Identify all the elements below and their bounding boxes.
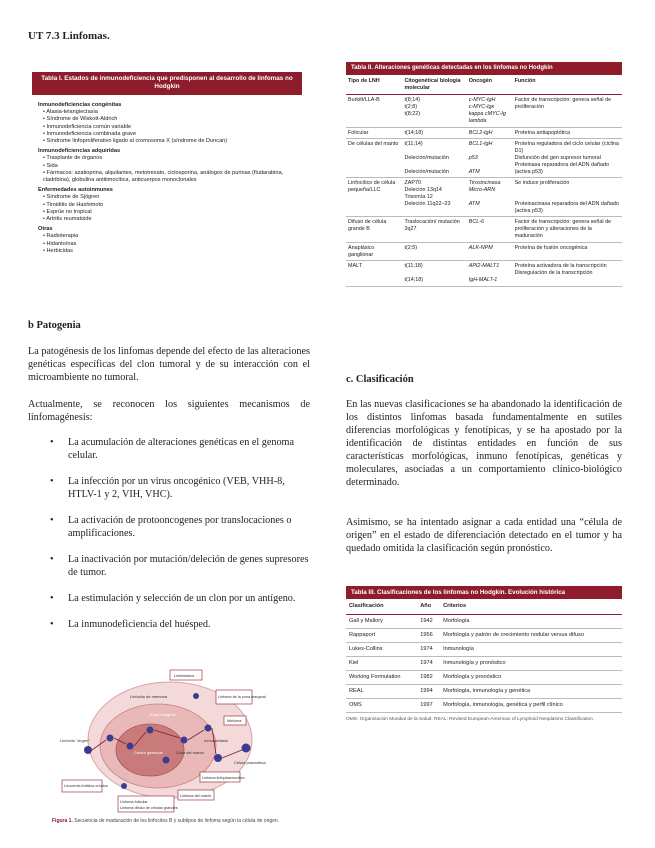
figure-lymphocyte-maturation [58,668,278,820]
fig-label: Linfoma de la zona marginal [218,695,266,699]
table-row [346,242,622,261]
fig-label: Linfocito de memoria [130,694,168,699]
figure-caption [52,818,282,824]
table-row [346,643,622,657]
table-cell: Lukes-Collins [346,643,417,657]
table-cell: 1997 [417,699,440,713]
table-1-item: • Inmunodeficiencia combinada grave [38,131,296,138]
figure-caption-label: Figura 1. [52,818,73,824]
fig-label: Zona marginal [150,712,176,717]
fig-label: Célula plasmática [234,760,266,765]
table-cell: Morfología y pronóstico [440,671,622,685]
table-cell: 1974 [417,643,440,657]
fig-label: Inmunoblasto [204,738,229,743]
column-header: Tipo de LNH [346,75,402,95]
table-1-section-heading: Inmunodeficiencias adquiridas [38,148,121,155]
table-1-section-heading: Otras [38,226,53,233]
table-cell: Factor de transcripción: genera señal de proliferación [513,95,622,127]
table-cell: t(14;18) [402,127,466,139]
table-cell: Working Formulation [346,671,417,685]
paragraph-clasificacion-2: Asimismo, se ha intentado asignar a cada entidad una “célula de origen” en el estado de diferenciación detectado en el tumor y ha quedado omitida la clasificación según pronóstico. [346,517,622,554]
fig-label: Linfoma folicular [120,800,148,804]
fig-label: Linfoma difuso de células grandes [120,806,178,810]
column-header: Citogenética/ biología molecular [402,75,466,95]
table-cell: 1942 [417,615,440,629]
table-2-grid [346,75,622,287]
table-cell: OMS [346,699,417,713]
table-cell: t(11;14) Deleción/mutación Deleción/mutación [402,139,466,178]
table-1-item: • Síndrome linfoproliferativo ligado al cromosoma X (síndrome de Duncan) [38,138,296,145]
table-1-item: • Inmunodeficiencia común variable [38,124,296,131]
table-cell: Traslocación/ mutación 3q27 [402,217,466,242]
section-heading-patogenia: b Patogenia [28,320,81,331]
table-3 [346,586,622,723]
table-cell: BCL2-IgH [467,127,513,139]
table-cell: Gall y Mallory [346,615,417,629]
table-row [346,139,622,178]
table-1-item: • Herbicidas [38,248,296,255]
table-cell: Tirosincinasa Micro-ARN ATM [467,178,513,217]
table-cell: 1982 [417,671,440,685]
paragraph-patogenia-2: Actualmente, se reconocen los siguientes mecanismos de linfomagénesis: [28,399,310,423]
table-cell: MALT [346,261,402,286]
table-cell: Inmunología y pronóstico [440,657,622,671]
table-cell: t(8;14) t(2;8) t(8;22) [402,95,466,127]
table-row [346,699,622,713]
table-1-item: • Ataxia-telangiectasia [38,109,296,116]
table-cell: De células del manto [346,139,402,178]
table-cell: REAL [346,685,417,699]
table-row [346,629,622,643]
table-cell: Linfocítico de célula pequeña/LLC [346,178,402,217]
table-1-item: • Síndrome de Wiskott-Aldrich [38,116,296,123]
mechanisms-list [50,436,310,644]
table-1 [32,72,302,255]
paragraph-patogenia-1: La patogénesis de los linfomas depende del efecto de las alteraciones genéticas específicas del clon tumoral y de su interacción con el microambiente no tumoral. [28,346,310,383]
fig-label: Leucemia linfática crónica [64,784,108,788]
fig-label: Mieloma [227,719,242,723]
table-row [346,178,622,217]
table-1-item: • Sida [38,163,296,170]
table-3-footnote: OMS: Organización Mundial de la Salud; REAL: Revised European-American of Lymphoid Neoplasms Classification. [346,717,595,722]
table-1-item: • Tiroiditis de Hashimoto [38,202,296,209]
column-header: Función [513,75,622,95]
column-header: Clasificación [346,599,417,615]
table-2 [346,62,622,287]
table-3-grid [346,599,622,713]
table-cell: 1974 [417,657,440,671]
table-row [346,127,622,139]
mechanism-item: • La activación de protooncogenes por translocaciones o amplificaciones. [50,514,310,540]
table-cell: t(11;18) t(14;18) [402,261,466,286]
table-1-title: Tabla I. Estados de inmunodeficiencia que predisponen al desarrollo de linfomas no Hodgkin [32,72,302,95]
table-row [346,685,622,699]
mechanism-item: • La inactivación por mutación/deleción de genes supresores de tumor. [50,553,310,579]
table-cell: Se induce proliferación Proteinacinasa reparadora del ADN dañado (activa p53) [513,178,622,217]
fig-label: Linfocito "virgen" [60,738,90,743]
table-cell: Morfología y patrón de crecimiento nodular versus difuso [440,629,622,643]
table-row [346,615,622,629]
page-title: UT 7.3 Linfomas. [28,30,110,42]
table-cell: Anaplásico ganglionar [346,242,402,261]
table-cell: Morfología, inmunología, genética y perfil clínico [440,699,622,713]
table-row [346,671,622,685]
maturation-diagram [58,668,278,820]
table-1-item: • Radioterapia [38,233,296,240]
table-cell: ZAP70 Deleción 13q14 Trisomía 12 Deleción 11q22–23 [402,178,466,217]
table-cell: t(2;5) [402,242,466,261]
mechanism-item: • La inmunodeficiencia del huésped. [50,618,310,631]
table-cell: Burkitt/LLA-B [346,95,402,127]
table-1-section-heading: Enfermedades autoinmunes [38,187,113,194]
table-cell: Inmunología [440,643,622,657]
column-header: Criterios [440,599,622,615]
figure-caption-text: Secuencia de maduración de los linfocitos B y subtipos de linfoma según la célula de origen. [74,818,280,824]
column-header: Año [417,599,440,615]
table-cell: Proteína reguladora del ciclo celular (ciclina D1) Disfunción del gen supresor tumoral Proteinasa reparadora del ADN dañado (activa p53) [513,139,622,178]
fig-label: Zona del manto [176,750,204,755]
table-cell: Morfología [440,615,622,629]
table-cell: BCL-6 [467,217,513,242]
table-row [346,261,622,286]
table-1-body [32,95,302,255]
table-cell: Rappaport [346,629,417,643]
table-cell: Morfología, inmunología y genética [440,685,622,699]
column-header: Oncogén [467,75,513,95]
table-1-section-heading: Inmunodeficiencias congénitas [38,102,122,108]
table-cell: ALK-NPM [467,242,513,261]
mechanism-item: • La estimulación y selección de un clon por un antígeno. [50,592,310,605]
fig-label: Linfoblastos [174,674,195,678]
table-cell: Proteína de fusión oncogénica [513,242,622,261]
table-2-title: Tabla II. Alteraciones genéticas detectadas en los linfomas no Hodgkin [346,62,622,75]
paragraph-clasificacion-1: En las nuevas clasificaciones se ha abandonado la identificación de los distintos linfomas basada fundamentalmente en sutiles diferencias morfológicas y fenotípicas, y se ha apostado por la identificación de distintas entidades en función de sus características morfológicas, inmuno fenotípicas, genéticas y moleculares, asociadas a un comportamiento clínico-biológico determinado. [346,399,622,488]
table-1-item: • Fármacos: azatioprina, alquilantes, metotrexato, ciclosporina, análogos de purinas (fludarabina, cladribina), globulina antitimocítica, anticuerpos monoclonales [38,170,296,184]
table-3-title: Tabla III. Clasificaciones de los linfomas no Hodgkin. Evolución histórica [346,586,622,599]
section-heading-clasificacion: c. Clasificación [346,374,414,385]
table-cell: Proteína antiapoptótica [513,127,622,139]
table-1-item: • Hidantoínas [38,241,296,248]
table-1-item: • Trasplante de órganos [38,155,296,162]
table-cell: API2-MALT1 IgH-MALT-1 [467,261,513,286]
table-cell: Proteína activadora de la transcripción Disregulación de la transcripción [513,261,622,286]
table-cell: 1956 [417,629,440,643]
table-row [346,657,622,671]
table-cell: Kiel [346,657,417,671]
table-1-item: • Artritis reumatoide [38,216,296,223]
fig-label: Centro germinal [134,750,163,755]
table-cell: BCL1-IgH p53 ATM [467,139,513,178]
table-1-item: • Esprúe no tropical [38,209,296,216]
mechanism-item: • La infección por un virus oncogénico (VEB, VHH-8, HTLV-1 y 2, VIH, VHC). [50,475,310,501]
table-cell: 1994 [417,685,440,699]
table-row [346,217,622,242]
table-cell: c-MYC-IgH c-MYC-Igκ kappa cMYC-Ig lambda [467,95,513,127]
table-cell: Folicular [346,127,402,139]
table-row [346,95,622,127]
fig-label: Linfoma del manto [180,794,212,798]
table-cell: Difuso de célula grande B [346,217,402,242]
mechanism-item: • La acumulación de alteraciones genéticas en el genoma celular. [50,436,310,462]
fig-label: Linfoma linfoplasmocítico [202,776,245,780]
table-1-item: • Síndrome de Sjögren [38,194,296,201]
table-cell: Factor de transcripción: genera señal de proliferación y alteraciones de la maduración [513,217,622,242]
